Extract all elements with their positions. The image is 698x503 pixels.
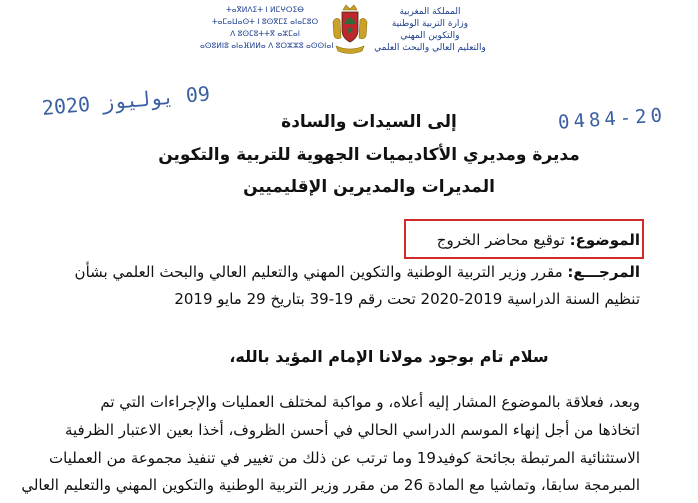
subject-label: الموضوع: [569,231,640,249]
addressee-line: المديرات والمديرين الإقليميين [243,177,495,197]
tifinagh-line: ⵜⴰⵎⴰⵡⴰⵙⵜ ⵏ ⵓⵙⴳⵎⵉ ⴰⵏⴰⵎⵓⵔ [211,17,319,26]
tifinagh-line: ⴷ ⵓⵙⵎⵓⵜⵜⴳ ⴰⵣⵎⴰⵏ [230,29,300,38]
subject-text: توقيع محاضر الخروج [436,231,570,249]
salutation: سلام تام بوجود مولانا الإمام المؤيد بالله، [229,347,549,366]
addressee-line: إلى السيدات والسادة [281,112,457,132]
subject-line [437,231,640,249]
date-stamp: 09 يوليوز 2020 [40,81,211,120]
ministry-line: المملكة المغربية [399,7,461,17]
tifinagh-line: ⴰⵙⵓⵍⵏⵓ ⴰⵏⴰⴼⵍⵍⴰ ⴷ ⵓⵔⵣⵣⵓ ⴰⵙⵙⵏⴰⵏ [200,41,334,50]
ministry-header [370,6,490,54]
reference-label: المرجـــع: [567,263,640,281]
tifinagh-line: ⵜⴰⴳⵍⴷⵉⵜ ⵏ ⵍⵎⵖⵔⵉⴱ [226,5,304,14]
reference-line-1 [75,263,640,281]
ministry-line: والتكوين المهني [400,31,460,41]
ministry-line: وزارة التربية الوطنية [391,19,469,29]
addressee-line: مديرة ومديري الأكاديميات الجهوية للتربية والتكوين [158,145,580,165]
moroccan-coat-of-arms-icon [330,2,370,58]
ministry-line: والتعليم العالي والبحث العلمي [374,43,486,53]
body-line: اتخاذها من أجل إنهاء الموسم الدراسي الحالي في أحسن الظروف، أخذا بعين الاعتبار الظرفية [64,421,640,439]
body-line: المبرمجة سابقا، وتماشيا مع المادة 26 من مقرر وزير التربية الوطنية والتكوين المهني والتعليم العالي [21,476,640,494]
reference-number-stamp: 0484-20 [557,104,667,134]
body-line: الاستثنائية المرتبطة بجائحة كوفيد19 وما ترتب عن ذلك من تغيير في تنفيذ مجموعة من العمليات [49,449,640,467]
tifinagh-header [200,4,334,52]
reference-line-2: تنظيم السنة الدراسية 2019-2020 تحت رقم 19-39 بتاريخ 29 مايو 2019 [174,290,640,308]
body-line: وبعد، فعلاقة بالموضوع المشار إليه أعلاه، و مواكبة لمختلف العمليات والإجراءات التي تم [100,393,640,411]
reference-text: مقرر وزير التربية الوطنية والتكوين المهني والتعليم العالي والبحث العلمي بشأن [74,263,568,281]
